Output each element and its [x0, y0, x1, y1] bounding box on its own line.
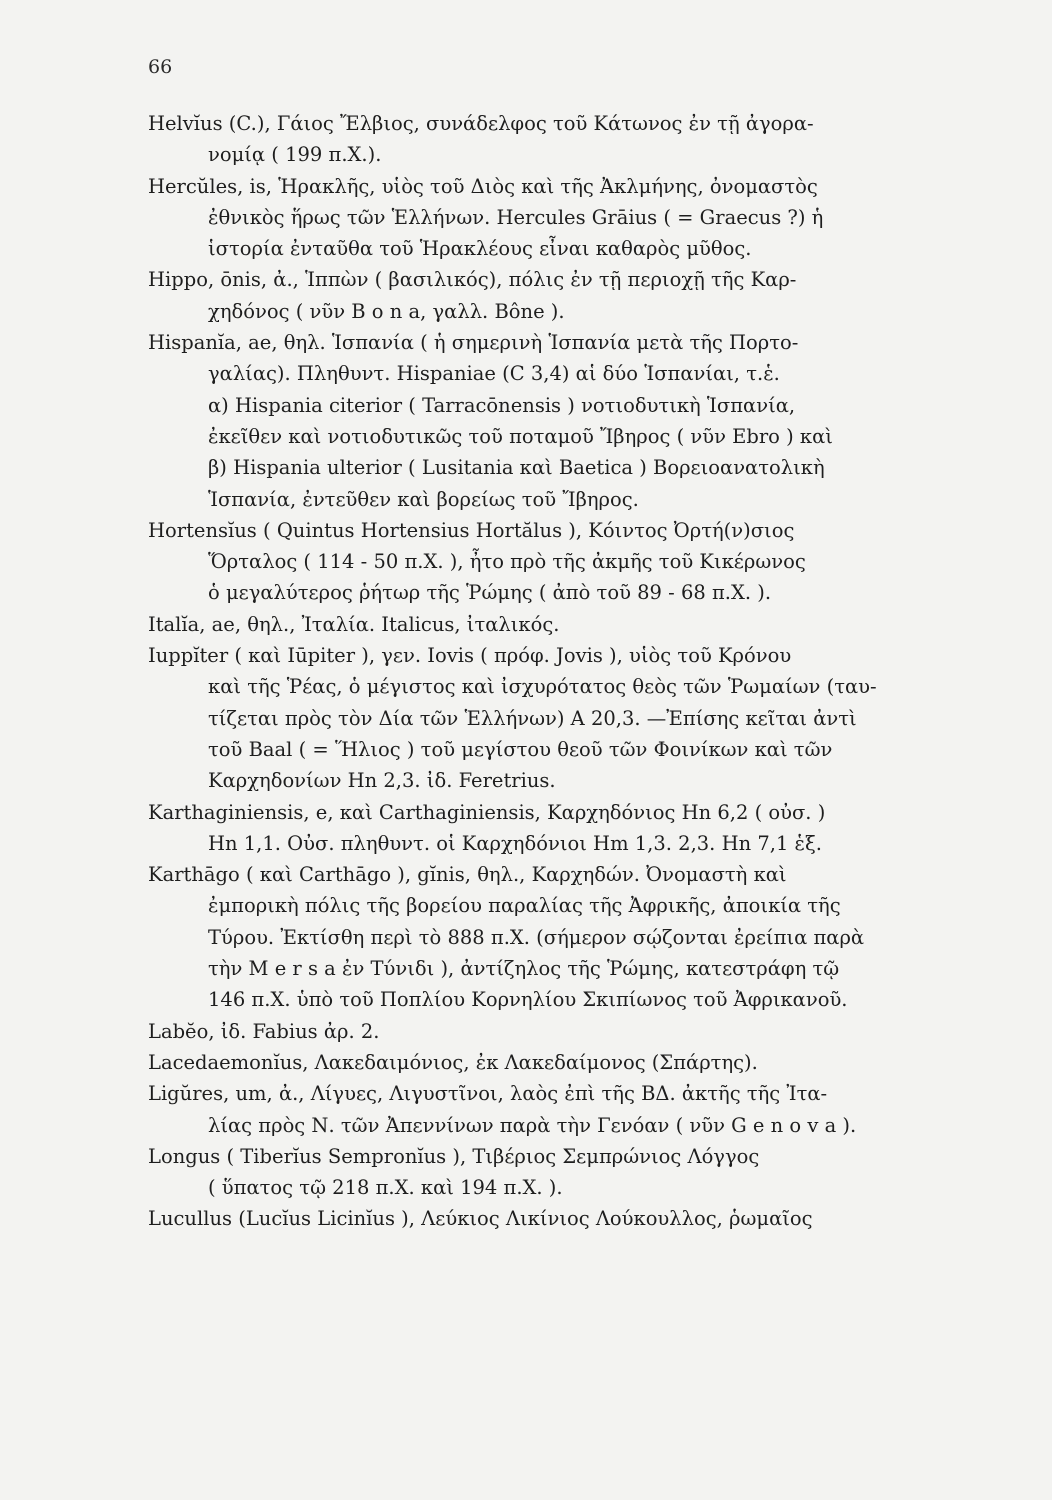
- entry-headword-line: Italĭa, ae, θηλ., Ἰταλία. Italicus, ἰταλικός.: [148, 612, 560, 636]
- dictionary-entry: [148, 640, 1020, 796]
- entry-continuation-line: Ὅρταλος ( 114 - 50 π.Χ. ), ἦτο πρὸ τῆς ἀκμῆς τοῦ Κικέρωνος: [208, 550, 806, 574]
- entry-continuation-line: ἐμπορικὴ πόλις τῆς βορείου παραλίας τῆς Ἀφρικῆς, ἀποικία τῆς: [208, 894, 841, 918]
- dictionary-entry: [148, 797, 1020, 860]
- dictionary-entry: [148, 171, 1020, 265]
- entry-continuation-line: τοῦ Baal ( = Ἥλιος ) τοῦ μεγίστου θεοῦ τῶν Φοινίκων καὶ τῶν: [208, 737, 833, 761]
- entry-headword-line: Karthaginiensis, e, καὶ Carthaginiensis, Καρχηδόνιος Hn 6,2 ( οὐσ. ): [148, 800, 826, 824]
- dictionary-entries: [148, 108, 1020, 1235]
- entry-continuation-line: Καρχηδονίων Hn 2,3. ἰδ. Feretrius.: [208, 769, 556, 793]
- dictionary-entry: [148, 327, 1020, 515]
- entry-continuation-line: ὁ μεγαλύτερος ῥήτωρ τῆς Ῥώμης ( ἀπὸ τοῦ 89 - 68 π.Χ. ).: [208, 581, 772, 605]
- entry-continuation-line: ἐκεῖθεν καὶ νοτιοδυτικῶς τοῦ ποταμοῦ Ἴβηρος ( νῦν Ebro ) καὶ: [208, 424, 833, 448]
- entry-headword-line: Lacedaemonĭus, Λακεδαιμόνιος, ἐκ Λακεδαίμονος (Σπάρτης).: [148, 1050, 758, 1074]
- dictionary-entry: [148, 1078, 1020, 1141]
- entry-continuation-line: ἐθνικὸς ἥρως τῶν Ἑλλήνων. Hercules Grāius ( = Graecus ?) ἡ: [208, 205, 824, 229]
- dictionary-entry: [148, 108, 1020, 171]
- entry-continuation-line: λίας πρὸς Ν. τῶν Ἀπεννίνων παρὰ τὴν Γενόαν ( νῦν G e n o v a ).: [208, 1113, 857, 1137]
- entry-continuation-line: Hn 1,1. Οὐσ. πληθυντ. οἱ Καρχηδόνιοι Hm 1,3. 2,3. Hn 7,1 ἑξ.: [208, 831, 822, 855]
- entry-continuation-line: τίζεται πρὸς τὸν Δία τῶν Ἑλλήνων) A 20,3. —Ἐπίσης κεῖται ἀντὶ: [208, 706, 857, 730]
- entry-headword-line: Longus ( Tiberĭus Sempronĭus ), Τιβέριος Σεμπρώνιος Λόγγος: [148, 1144, 760, 1168]
- entry-headword-line: Hispanĭa, ae, θηλ. Ἱσπανία ( ἡ σημερινὴ Ἱσπανία μετὰ τῆς Πορτο-: [148, 331, 799, 355]
- entry-continuation-line: καὶ τῆς Ῥέας, ὁ μέγιστος καὶ ἰσχυρότατος θεὸς τῶν Ῥωμαίων (ταυ-: [208, 675, 877, 699]
- entry-continuation-line: χηδόνος ( νῦν B o n a, γαλλ. Bône ).: [208, 299, 565, 323]
- dictionary-entry: [148, 1016, 1020, 1047]
- entry-continuation-line: νομίᾳ ( 199 π.Χ.).: [208, 143, 382, 167]
- entry-headword-line: Hortensĭus ( Quintus Hortensius Hortălus ), Κόιντος Ὀρτή(ν)σιος: [148, 518, 795, 542]
- entry-continuation-line: Τύρου. Ἐκτίσθη περὶ τὸ 888 π.Χ. (σήμερον σῴζονται ἐρείπια παρὰ: [208, 925, 865, 949]
- entry-continuation-line: γαλίας). Πληθυντ. Hispaniae (C 3,4) αἱ δύο Ἱσπανίαι, τ.ἑ.: [208, 362, 780, 386]
- entry-headword-line: Ligŭres, um, ἀ., Λίγυες, Λιγυστῖνοι, λαὸς ἐπὶ τῆς ΒΔ. ἀκτῆς τῆς Ἰτα-: [148, 1082, 828, 1106]
- entry-headword-line: Labĕo, ἰδ. Fabius ἀρ. 2.: [148, 1019, 380, 1043]
- entry-continuation-line: β) Hispania ulterior ( Lusitania καὶ Baetica ) Βορειοανατολικὴ: [208, 456, 825, 480]
- entry-continuation-line: Ἱσπανία, ἐντεῦθεν καὶ βορείως τοῦ Ἴβηρος.: [208, 487, 639, 511]
- dictionary-entry: [148, 859, 1020, 1015]
- entry-continuation-line: α) Hispania citerior ( Tarracōnensis ) νοτιοδυτικὴ Ἱσπανία,: [208, 393, 796, 417]
- entry-headword-line: Lucullus (Lucĭus Licinĭus ), Λεύκιος Λικίνιος Λούκουλλος, ῥωμαῖος: [148, 1207, 813, 1231]
- entry-headword-line: Helvĭus (C.), Γάιος Ἔλβιος, συνάδελφος τοῦ Κάτωνος ἐν τῇ ἀγορα-: [148, 112, 814, 135]
- entry-continuation-line: τὴν M e r s a ἐν Τύνιδι ), ἀντίζηλος τῆς Ῥώμης, κατεστράφη τῷ: [208, 957, 840, 981]
- entry-headword-line: Hippo, ōnis, ἀ., Ἱππὼν ( βασιλικός), πόλις ἐν τῇ περιοχῇ τῆς Καρ-: [148, 268, 797, 292]
- dictionary-entry: [148, 609, 1020, 640]
- dictionary-entry: [148, 1141, 1020, 1204]
- entry-headword-line: Karthāgo ( καὶ Carthāgo ), gĭnis, θηλ., Καρχηδών. Ὀνομαστὴ καὶ: [148, 863, 787, 887]
- entry-headword-line: Hercŭles, is, Ἡρακλῆς, υἱὸς τοῦ Διὸς καὶ τῆς Ἀκλμήνης, ὀνομαστὸς: [148, 174, 818, 198]
- dictionary-entry: [148, 264, 1020, 327]
- entry-continuation-line: 146 π.Χ. ὑπὸ τοῦ Ποπλίου Κορνηλίου Σκιπίωνος τοῦ Ἀφρικανοῦ.: [208, 988, 848, 1012]
- dictionary-entry: [148, 1203, 1020, 1234]
- entry-headword-line: Iuppĭter ( καὶ Iūpiter ), γεν. Iovis ( πρόφ. Jovis ), υἱὸς τοῦ Κρόνου: [148, 644, 792, 668]
- entry-continuation-line: ἱστορία ἐνταῦθα τοῦ Ἡρακλέους εἶναι καθαρὸς μῦθος.: [208, 237, 752, 261]
- entry-continuation-line: ( ὕπατος τῷ 218 π.Χ. καὶ 194 π.Χ. ).: [208, 1176, 563, 1200]
- dictionary-entry: [148, 515, 1020, 609]
- page-number: 66: [148, 56, 173, 78]
- dictionary-entry: [148, 1047, 1020, 1078]
